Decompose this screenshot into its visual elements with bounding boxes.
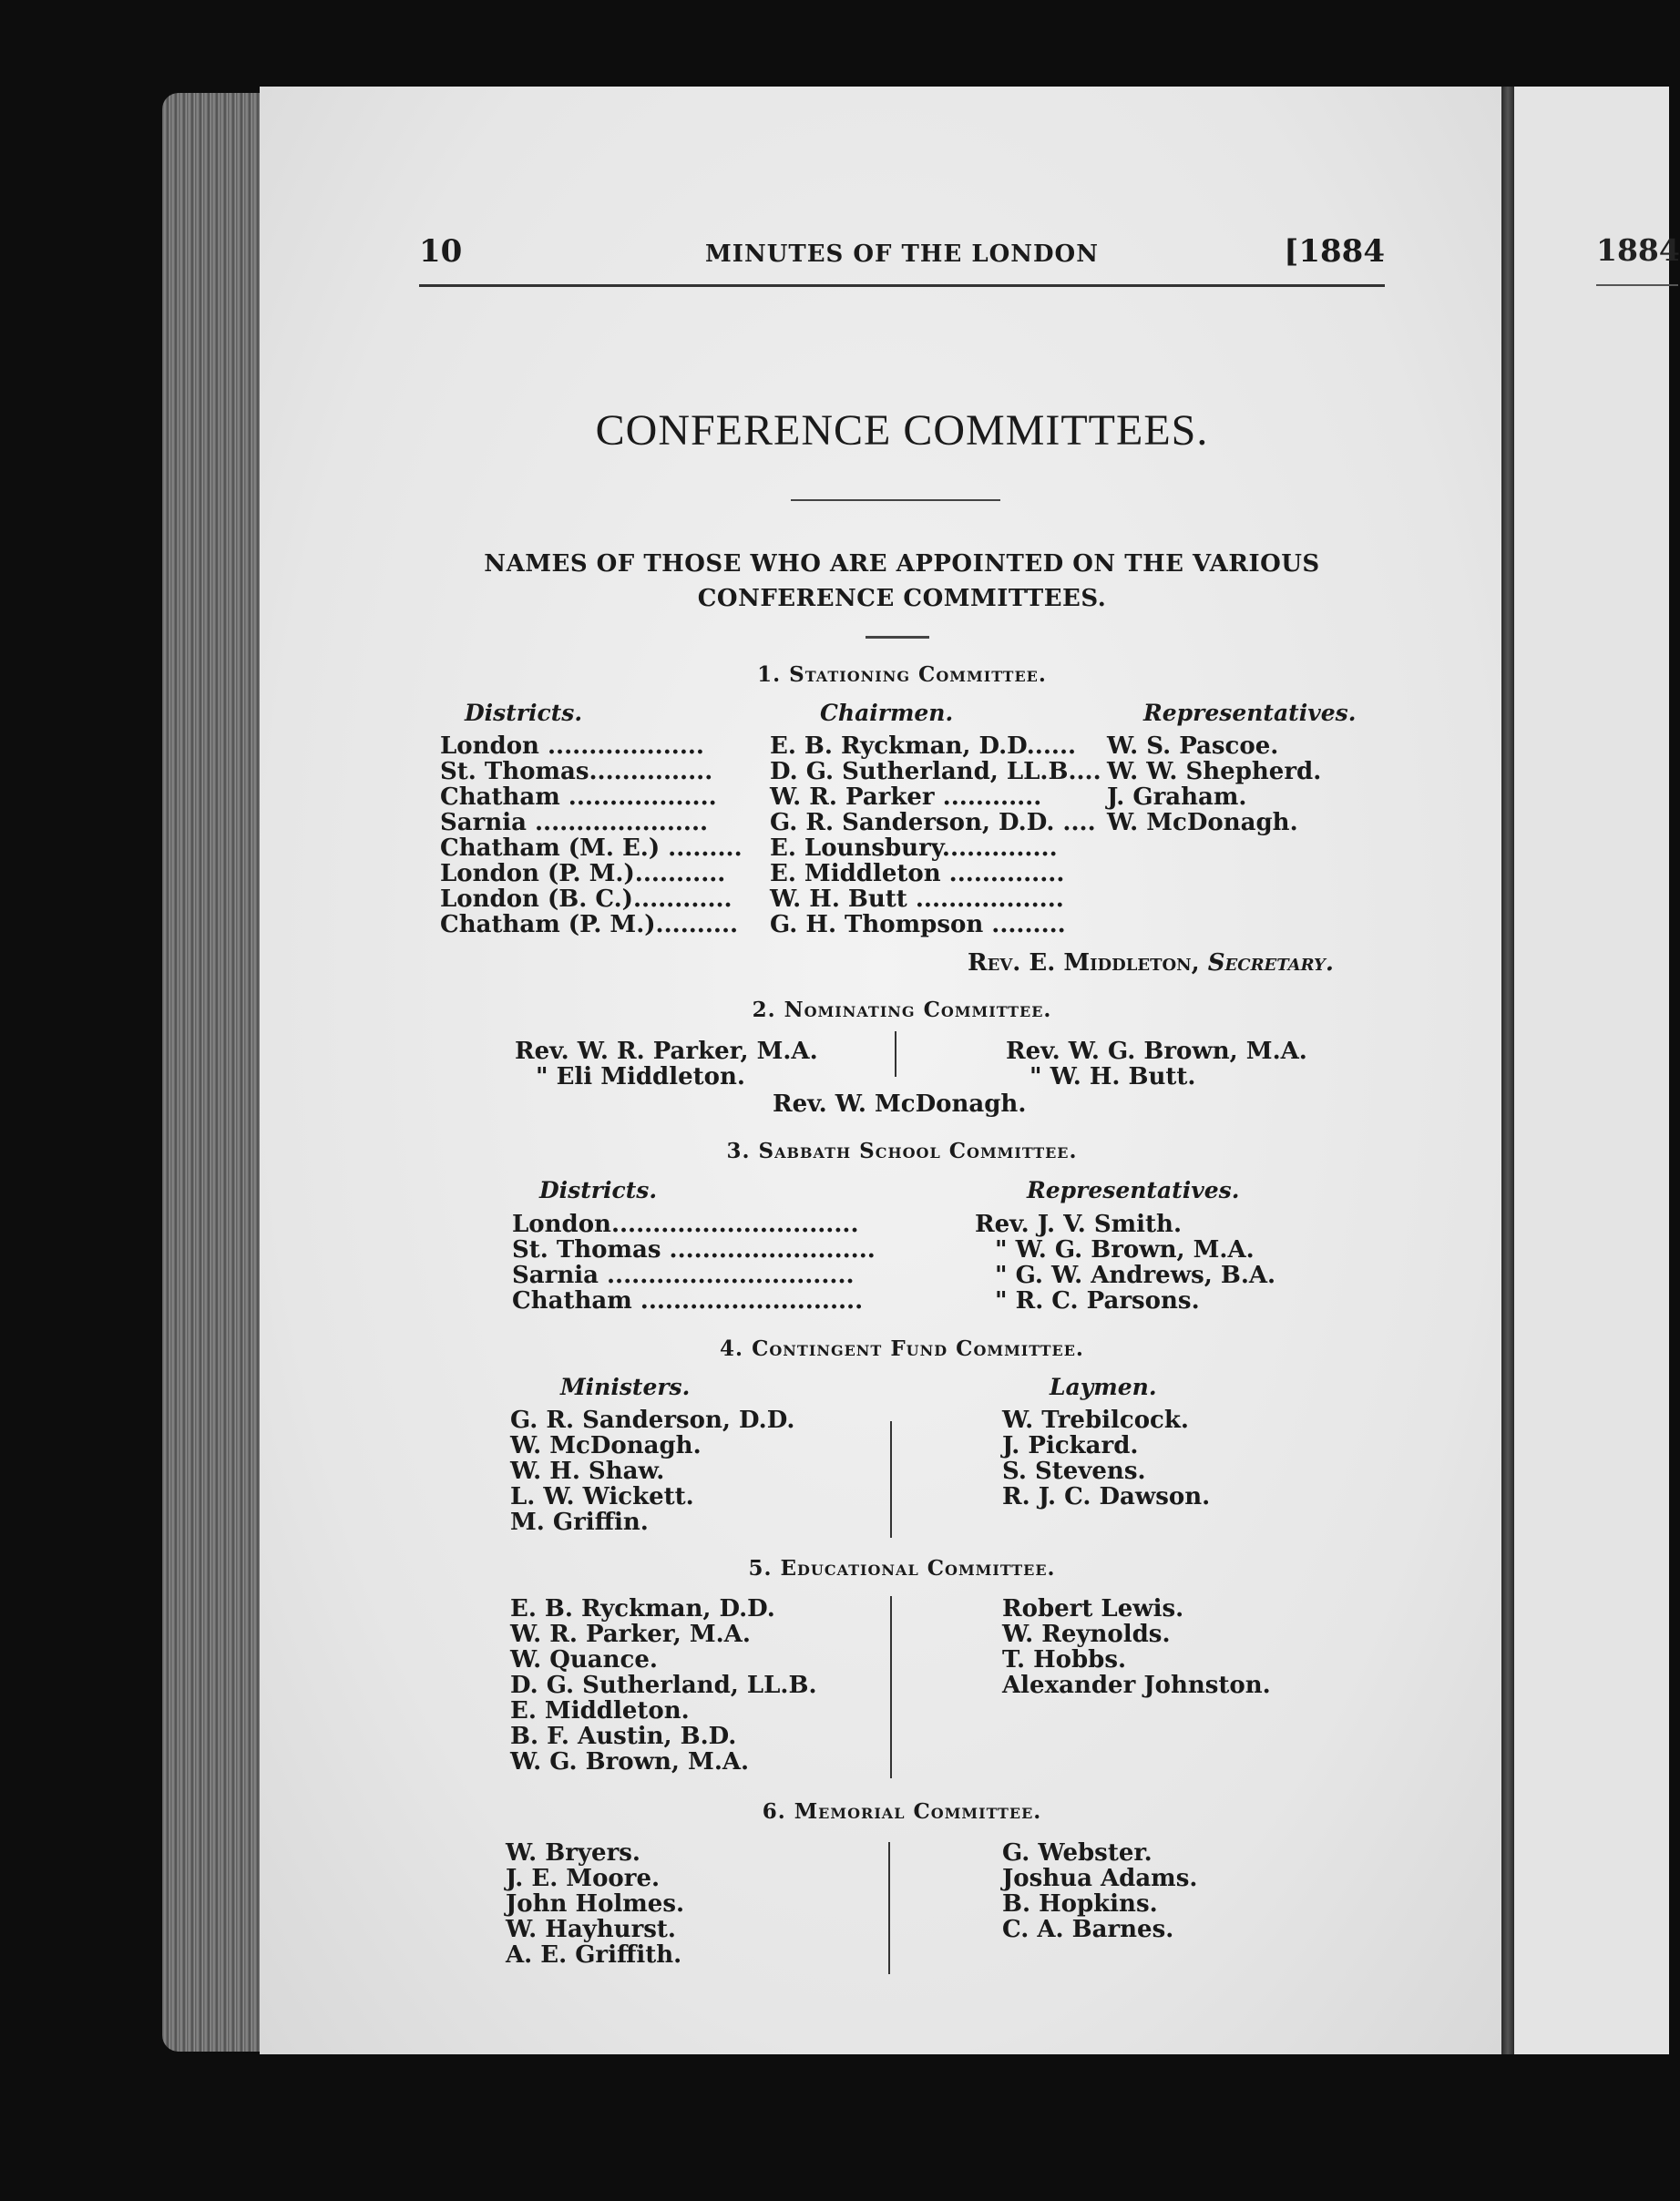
contingent-laymen-list xyxy=(1002,1408,1210,1510)
district-cell: Chatham ........................... xyxy=(512,1287,864,1315)
chair-cell: G. H. Thompson ......... xyxy=(770,911,1066,938)
memorial-title: 6. Memorial Committee. xyxy=(762,1799,1042,1824)
rep-cell: W. W. Shepherd. xyxy=(1107,758,1322,785)
title-rule xyxy=(791,499,1000,501)
list-item: B. Hopkins. xyxy=(1002,1890,1158,1918)
district-cell: London (B. C.)............ xyxy=(440,886,732,913)
list-item: Robert Lewis. xyxy=(1002,1595,1184,1623)
list-item: W. Hayhurst. xyxy=(506,1916,676,1943)
nominating-right-1: Rev. W. G. Brown, M.A. xyxy=(1006,1038,1307,1065)
rep-cell: " G. W. Andrews, B.A. xyxy=(995,1262,1276,1289)
right-page xyxy=(1514,87,1680,2054)
list-item: G. R. Sanderson, D.D. xyxy=(510,1407,795,1434)
list-item: M. Griffin. xyxy=(510,1509,649,1536)
list-item: W. Quance. xyxy=(510,1646,658,1674)
page-number: 10 xyxy=(419,233,463,270)
sabbath-col-districts: Districts. xyxy=(539,1177,658,1203)
table-row xyxy=(440,733,704,759)
memorial-left-list xyxy=(506,1840,684,1968)
left-page xyxy=(260,87,1503,2054)
page-edges xyxy=(162,93,264,2052)
educational-title: 5. Educational Committee. xyxy=(748,1556,1056,1581)
running-head xyxy=(419,228,1385,273)
list-item: W. G. Brown, M.A. xyxy=(510,1748,750,1776)
list-item: W. R. Parker, M.A. xyxy=(510,1621,751,1648)
list-item: E. Middleton. xyxy=(510,1697,690,1725)
district-cell: Chatham .................. xyxy=(440,783,717,811)
educational-right-list xyxy=(1002,1596,1271,1698)
contingent-ministers-list xyxy=(510,1408,794,1535)
rep-cell: J. Graham. xyxy=(1107,783,1247,811)
secretary-role: Secretary. xyxy=(1207,949,1334,977)
list-item: Joshua Adams. xyxy=(1002,1865,1198,1892)
rep-cell: W. S. Pascoe. xyxy=(1107,732,1279,760)
list-item: John Holmes. xyxy=(506,1890,685,1918)
head-rule xyxy=(419,284,1385,287)
list-item: W. H. Shaw. xyxy=(510,1458,665,1485)
rep-cell: " W. G. Brown, M.A. xyxy=(995,1236,1255,1264)
nominating-right-2: " W. H. Butt. xyxy=(1030,1063,1196,1090)
stationing-col-chairmen: Chairmen. xyxy=(820,700,954,726)
memorial-right-list xyxy=(1002,1840,1197,1942)
stationing-col-representatives: Representatives. xyxy=(1143,700,1357,726)
district-cell: London (P. M.)........... xyxy=(440,860,726,887)
chair-cell: E. Lounsbury.............. xyxy=(770,834,1058,862)
district: London ................... xyxy=(440,732,704,760)
contingent-col-laymen: Laymen. xyxy=(1050,1374,1157,1400)
list-item: W. Trebilcock. xyxy=(1002,1407,1189,1434)
contingent-divider xyxy=(890,1421,892,1538)
educational-left-list xyxy=(510,1596,817,1775)
list-item: J. E. Moore. xyxy=(506,1865,661,1892)
subtitle-rule xyxy=(866,636,929,639)
chair-cell: D. G. Sutherland, LL.B.... xyxy=(770,758,1101,785)
list-item: W. Reynolds. xyxy=(1002,1621,1171,1648)
contingent-col-ministers: Ministers. xyxy=(560,1374,691,1400)
stationing-title: 1. Stationing Committee. xyxy=(757,662,1047,687)
nominating-left-1: Rev. W. R. Parker, M.A. xyxy=(515,1038,818,1065)
chair-cell: E. B. Ryckman, D.D...... xyxy=(770,732,1077,760)
subtitle-line-2: CONFERENCE COMMITTEES. xyxy=(697,585,1107,612)
list-item: S. Stevens. xyxy=(1002,1458,1146,1485)
list-item: Alexander Johnston. xyxy=(1002,1672,1271,1699)
list-item: C. A. Barnes. xyxy=(1002,1916,1174,1943)
stationing-secretary xyxy=(968,950,1334,976)
rep-cell: W. McDonagh. xyxy=(1107,809,1298,836)
memorial-divider xyxy=(888,1842,890,1974)
list-item: G. Webster. xyxy=(1002,1839,1152,1867)
list-item: T. Hobbs. xyxy=(1002,1646,1127,1674)
list-item: W. McDonagh. xyxy=(510,1432,702,1459)
subtitle-line-1: NAMES OF THOSE WHO ARE APPOINTED ON THE VARIOUS xyxy=(484,550,1320,578)
list-item: E. B. Ryckman, D.D. xyxy=(510,1595,775,1623)
district-cell: Chatham (P. M.).......... xyxy=(440,911,739,938)
right-page-rule xyxy=(1596,284,1678,286)
rep-cell: " R. C. Parsons. xyxy=(995,1287,1200,1315)
sabbath-title: 3. Sabbath School Committee. xyxy=(726,1139,1078,1163)
chair-cell: G. R. Sanderson, D.D. .... xyxy=(770,809,1096,836)
secretary-name: Rev. E. Middleton, xyxy=(968,949,1200,977)
chair-cell: E. Middleton .............. xyxy=(770,860,1065,887)
stationing-col-districts: Districts. xyxy=(465,700,583,726)
contingent-title: 4. Contingent Fund Committee. xyxy=(720,1336,1084,1361)
chair-cell: W. H. Butt .................. xyxy=(770,886,1064,913)
district-cell: Sarnia .............................. xyxy=(512,1262,855,1289)
running-year: [1884 xyxy=(1284,233,1385,270)
list-item: D. G. Sutherland, LL.B. xyxy=(510,1672,817,1699)
sabbath-col-representatives: Representatives. xyxy=(1027,1177,1240,1203)
nominating-left-2: " Eli Middleton. xyxy=(536,1063,745,1090)
list-item: W. Bryers. xyxy=(506,1839,640,1867)
list-item: R. J. C. Dawson. xyxy=(1002,1483,1211,1510)
list-item: L. W. Wickett. xyxy=(510,1483,694,1510)
nominating-center: Rev. W. McDonagh. xyxy=(773,1090,1027,1118)
right-page-year: 1884 xyxy=(1596,232,1680,268)
list-item: J. Pickard. xyxy=(1002,1432,1139,1459)
rep-cell: Rev. J. V. Smith. xyxy=(975,1211,1182,1238)
page-title: CONFERENCE COMMITTEES. xyxy=(595,406,1209,455)
nominating-title: 2. Nominating Committee. xyxy=(752,998,1052,1022)
district-cell: St. Thomas............... xyxy=(440,758,713,785)
educational-divider xyxy=(890,1596,892,1778)
list-item: A. E. Griffith. xyxy=(506,1941,682,1969)
subtitle xyxy=(428,547,1376,616)
nominating-divider xyxy=(895,1031,896,1077)
district-cell: Chatham (M. E.) ......... xyxy=(440,834,743,862)
running-title: MINUTES OF THE LONDON xyxy=(705,241,1099,268)
list-item: B. F. Austin, B.D. xyxy=(510,1723,737,1750)
district-cell: St. Thomas ......................... xyxy=(512,1236,876,1264)
chair-cell: W. R. Parker ............ xyxy=(770,783,1042,811)
book-gutter xyxy=(1501,87,1514,2054)
district-cell: London.............................. xyxy=(512,1211,859,1238)
district-cell: Sarnia ..................... xyxy=(440,809,709,836)
